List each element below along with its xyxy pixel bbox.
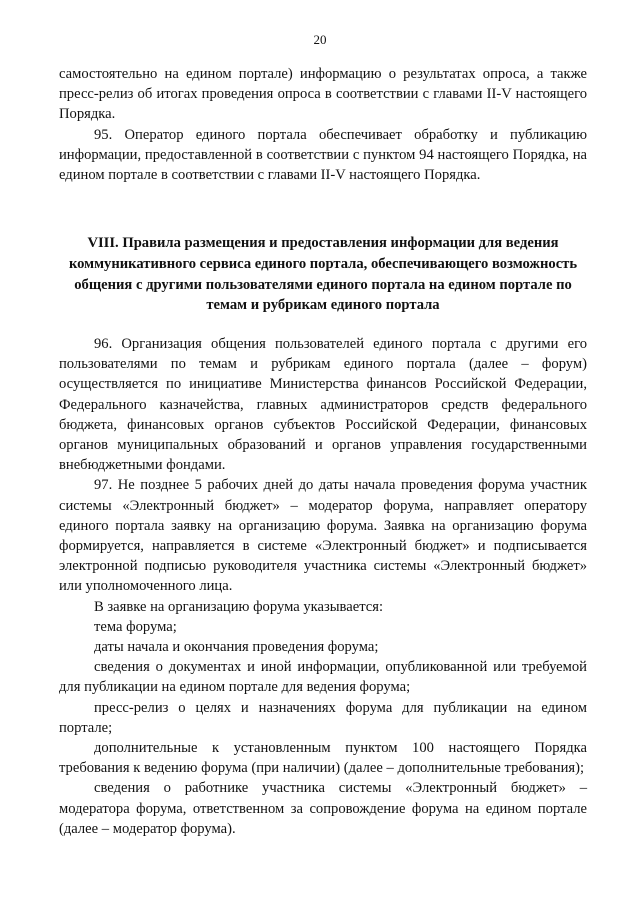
list-item: тема форума; [94,618,177,635]
list-item: даты начала и окончания проведения форума; [94,639,379,656]
paragraph-item-95: 95. Оператор единого портала обеспечивает обработку и публикацию информации, предоставленной в соответствии с пунктом 94 настоящего Порядка, на едином портале в соответствии с главами II-V настоящего Порядка. [59,126,587,184]
paragraph-request-intro: В заявке на организацию форума указывается: [94,598,383,615]
page-number: 20 [313,32,327,47]
paragraph-item-97: 97. Не позднее 5 рабочих дней до даты начала проведения форума участник системы «Электронный бюджет» – модератор форума, направляет оператору единого портала заявку на организацию форума. Заявка на организацию форума формируется, направляется в системе «Электронный бюджет» и подписывается электронной подписью руководителя участника системы «Электронный бюджет» или уполномоченного лица. [59,477,587,595]
section-heading-block [59,233,587,316]
top-text-block [59,64,587,185]
paragraph-continuation: самостоятельно на едином портале) информацию о результатах опроса, а также пресс-релиз об итогах проведения опроса в соответствии с главами II-V настоящего Порядка. [59,66,587,123]
list-item: дополнительные к установленным пунктом 100 настоящего Порядка требования к ведению форума (при наличии) (далее – дополнительные требования); [59,740,587,777]
list-item: сведения о работнике участника системы «Электронный бюджет» – модератора форума, ответственном за сопровождение форума на едином портале (далее – модератор форума). [59,780,587,837]
body-text-block [59,334,587,839]
section-heading: VIII. Правила размещения и предоставления информации для ведения коммуникативного сервиса единого портала, обеспечивающего возможность общения с другими пользователями единого портала на едином портале по темам и рубрикам единого портала [68,235,578,314]
paragraph-item-96: 96. Организация общения пользователей единого портала с другими его пользователями по темам и рубрикам единого портала (далее – форум) осуществляется по инициативе Министерства финансов Российской Федерации, Федерального казначейства, главных администраторов средств федерального бюджета, финансовых органов субъектов Российской Федерации, финансовых органов муниципальных образований и органов управления государственными внебюджетными фондами. [59,336,587,474]
list-item: сведения о документах и иной информации, опубликованной или требуемой для публикации на едином портале для ведения форума; [59,659,587,696]
list-item: пресс-релиз о целях и назначениях форума для публикации на едином портале; [59,699,587,736]
